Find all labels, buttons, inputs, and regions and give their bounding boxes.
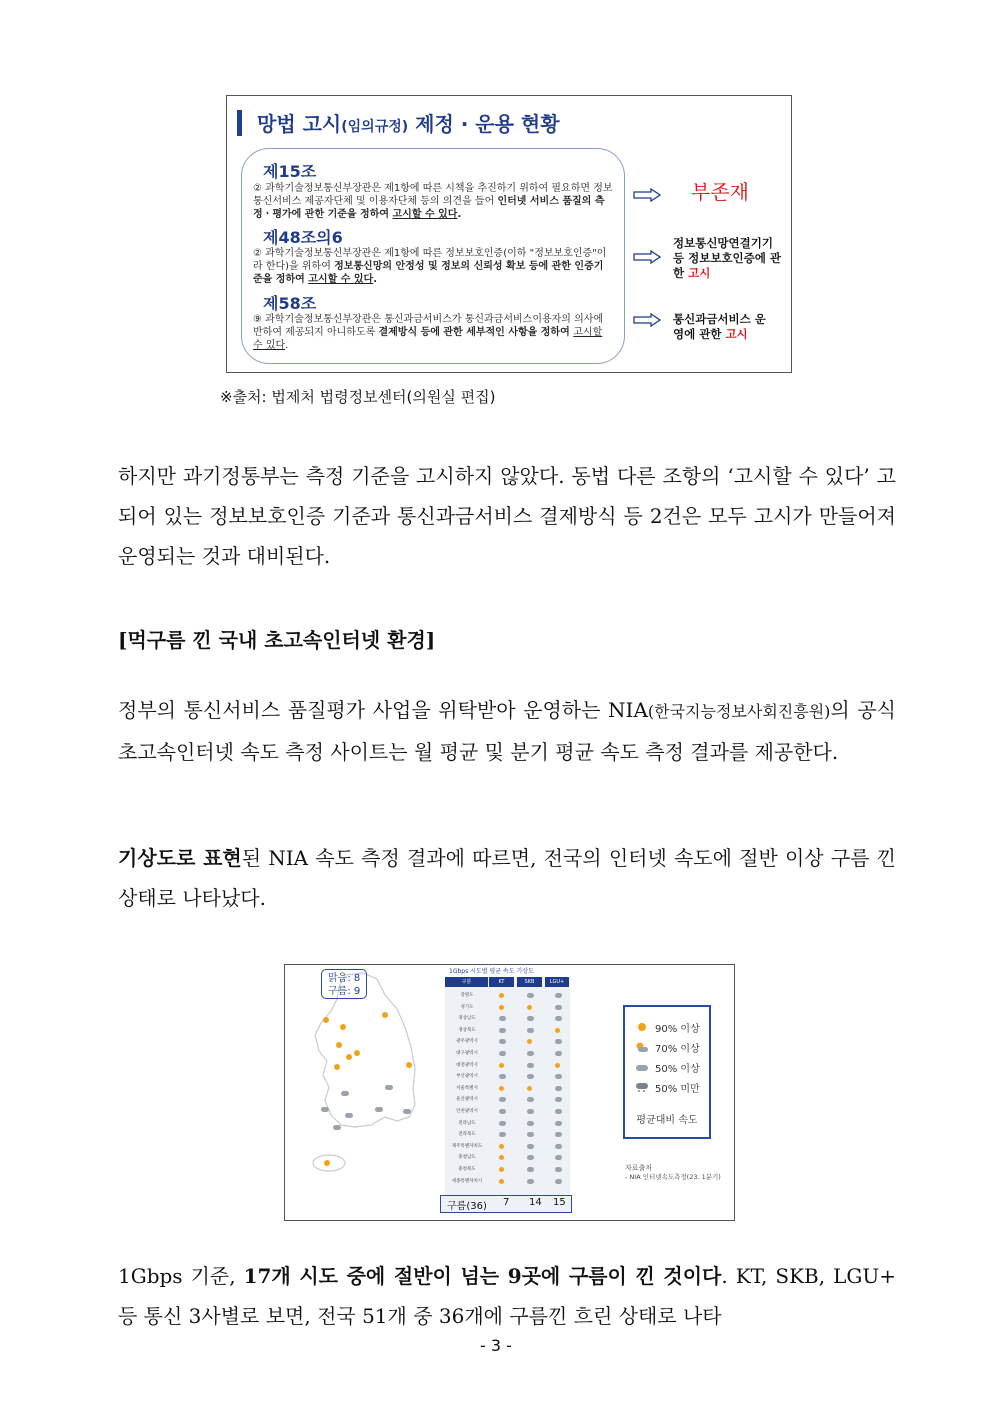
sun-icon <box>499 993 504 998</box>
cloud-icon <box>527 1051 534 1056</box>
cloud-icon <box>499 1074 506 1079</box>
article-heading: 제15조 <box>263 162 317 181</box>
result-notice-word: 고시 <box>725 327 748 341</box>
article-text-end: . <box>285 340 289 351</box>
cloud-icon <box>635 1062 649 1072</box>
cloud-icon <box>555 1155 562 1160</box>
cloud-icon <box>555 1179 562 1184</box>
cloud-icon <box>527 1179 534 1184</box>
cloud-icon <box>527 1097 534 1102</box>
result-nonexistent: 부존재 <box>691 180 749 204</box>
paragraph <box>118 838 896 918</box>
article-text <box>253 182 613 221</box>
clear-count: 맑음: 8 <box>328 973 361 984</box>
figure-title-rest: 제정 · 운용 현황 <box>408 112 560 136</box>
cloud-icon <box>527 1028 534 1033</box>
korea-map <box>285 965 445 1205</box>
cloud-icon <box>555 1005 562 1010</box>
sun-marker-icon <box>336 1042 342 1048</box>
cloud-icon <box>499 1097 506 1102</box>
table-header: KT <box>489 977 514 987</box>
cloud-icon <box>499 1109 506 1114</box>
paragraph <box>118 690 896 772</box>
cloud-marker-icon <box>375 1107 383 1112</box>
cloud-icon <box>555 1167 562 1172</box>
cloud-marker-icon <box>333 1125 341 1130</box>
summary-lgu: 15 <box>553 1197 566 1208</box>
region-label: 인천광역시 <box>456 1109 478 1114</box>
sun-icon <box>499 1144 504 1149</box>
sun-icon <box>527 1086 532 1091</box>
table-header: SKB <box>517 977 542 987</box>
cloud-icon <box>527 1074 534 1079</box>
rain-cloud-icon <box>635 1082 649 1092</box>
cloud-marker-icon <box>341 1091 349 1096</box>
paragraph: 하지만 과기정통부는 측정 기준을 고시하지 않았다. 동법 다른 조항의 ‘고시할 수 있다’ 고 되어 있는 정보보호인증 기준과 통신과금서비스 결제방식 등 2건은 모두 고시가 만들어져 운영되는 것과 대비된다. <box>118 464 896 568</box>
article-heading: 제58조 <box>263 294 317 313</box>
region-label: 경기도 <box>460 1004 474 1010</box>
region-label: 전라남도 <box>458 1120 476 1126</box>
data-source-title: 자료출처 <box>625 1164 653 1172</box>
sun-marker-icon <box>382 1012 388 1018</box>
cloud-icon <box>527 1144 534 1149</box>
legend-label: 90% 이상 <box>655 1024 700 1035</box>
region-label: 경상남도 <box>458 1016 476 1022</box>
right-arrow-icon <box>633 188 661 202</box>
cloud-icon <box>555 1039 562 1044</box>
article-text-end: . <box>373 274 378 285</box>
cloud-icon <box>527 1121 534 1126</box>
article-text-plain: ② 과학기술정보통신부장관은 제1항에 따른 시책을 추진하기 위하여 필요하면 정보통신서비스 제공자단체 및 이용자단체 등의 의견을 들어 <box>253 183 613 207</box>
sun-marker-icon <box>323 1017 329 1023</box>
sun-icon <box>527 1039 532 1044</box>
sun-cloud-icon <box>635 1042 649 1052</box>
region-label: 세종특별자치시 <box>451 1178 483 1184</box>
cloud-marker-icon <box>385 1085 393 1090</box>
cloud-icon <box>555 1051 562 1056</box>
article-text-underline: 고시할 수 있다 <box>253 327 603 351</box>
summary-skb: 14 <box>529 1197 542 1208</box>
data-source-value: - NIA 인터넷속도측정(23. 1분기) <box>625 1173 721 1181</box>
article-text-end: . <box>457 209 462 220</box>
cloud-icon <box>555 1086 562 1091</box>
section-heading: [먹구름 낀 국내 초고속인터넷 환경] <box>118 628 436 652</box>
cloud-icon <box>555 1097 562 1102</box>
sun-icon <box>499 1155 504 1160</box>
page-number: - 3 - <box>480 1336 512 1355</box>
speed-weather-map-figure <box>284 964 735 1221</box>
article-text <box>253 313 613 352</box>
legend-label: 70% 이상 <box>655 1044 700 1055</box>
cloud-marker-icon <box>403 1109 411 1114</box>
clear-cloud-count-box <box>321 969 367 999</box>
region-label: 서울특별시 <box>456 1085 478 1091</box>
paragraph-text-bold: 기상도로 표현 <box>118 846 242 870</box>
figure-title-main: 망법 고시 <box>257 112 342 136</box>
sun-icon <box>499 1005 504 1010</box>
article-text <box>253 247 613 286</box>
article-text-plain: ② 과학기술정보통신부장관은 제1항에 따른 정보보호인증(이하 "정보보호인증"이라 한다)을 위하여 <box>253 248 607 272</box>
paragraph-text-bold: 17개 시도 중에 절반이 넘는 9곳에 구름이 낀 것이다 <box>243 1264 722 1288</box>
cloud-icon <box>499 1051 506 1056</box>
result-notice-label <box>673 312 773 342</box>
region-label: 충청남도 <box>458 1155 476 1161</box>
article-text-underline: 고시할 수 있다 <box>392 209 458 220</box>
paragraph-text: 정부의 통신서비스 품질평가 사업을 위탁받아 운영하는 NIA <box>118 698 648 722</box>
result-text: 정보통신망연결기기 등 정보보호인증에 관한 <box>673 236 781 280</box>
cloud-icon <box>499 1039 506 1044</box>
region-label: 부산광역시 <box>456 1074 478 1080</box>
cloud-icon <box>527 1063 534 1068</box>
article-text-plain: ⑨ 과학기술정보통신부장관은 통신과금서비스가 통신과금서비스이용자의 의사에 반하여 제공되지 아니하도록 <box>253 314 604 338</box>
result-text: 통신과금서비스 운영에 관한 <box>673 312 766 341</box>
cloud-icon <box>499 1132 506 1137</box>
cloud-icon <box>527 1155 534 1160</box>
region-label: 경상북도 <box>458 1027 476 1033</box>
result-notice-word: 고시 <box>688 266 711 280</box>
paragraph-text: 의 공식 초고속인터넷 속도 측정 사이트는 월 평균 및 분기 평균 속도 측정 결과를 제공한다. <box>118 698 896 764</box>
region-label: 전라북도 <box>458 1132 476 1138</box>
paragraph-text: 1Gbps 기준, <box>118 1264 244 1288</box>
paragraph <box>118 1256 896 1336</box>
legend-caption: 평균대비 속도 <box>636 1115 698 1126</box>
sun-marker-icon <box>346 1054 352 1060</box>
region-label: 충청북도 <box>458 1167 476 1172</box>
sun-icon <box>499 1063 504 1068</box>
cloud-icon <box>527 993 534 998</box>
table-header: LGU+ <box>545 977 569 987</box>
cloud-count: 구름: 9 <box>328 986 361 997</box>
cloud-marker-icon <box>321 1107 329 1112</box>
cloud-icon <box>527 1109 534 1114</box>
figure-title-small: (임의규정) <box>341 119 409 135</box>
region-label: 울산광역시 <box>456 1097 478 1103</box>
right-arrow-icon <box>633 313 661 327</box>
title-accent-bar <box>237 110 242 136</box>
summary-kt: 7 <box>503 1197 510 1208</box>
map-title: 1Gbps 시도별 평균 속도 기상도 <box>449 968 534 975</box>
article-text-underline: 고시할 수 있다 <box>308 274 374 285</box>
sun-icon <box>499 1086 504 1091</box>
cloud-icon <box>499 1016 506 1021</box>
paragraph-text: 된 NIA 속도 측정 결과에 따르면, 전국의 인터넷 속도에 절반 이상 구름 낀 상태로 나타났다. <box>118 846 896 910</box>
cloud-icon <box>499 1121 506 1126</box>
cloud-marker-icon <box>345 1113 353 1118</box>
sun-marker-icon <box>406 1062 412 1068</box>
law-notice-figure <box>226 95 792 373</box>
right-arrow-icon <box>633 250 661 264</box>
figure-title <box>257 108 560 137</box>
cloud-icon <box>555 1132 562 1137</box>
legend-label: 50% 미만 <box>655 1084 700 1095</box>
sun-icon <box>499 1179 504 1184</box>
sun-icon <box>635 1022 649 1032</box>
cloud-summary-row <box>440 1195 572 1213</box>
region-label: 광주광역시 <box>456 1039 478 1045</box>
region-speed-table <box>445 977 570 1203</box>
cloud-icon <box>499 1028 506 1033</box>
cloud-icon <box>555 1109 562 1114</box>
table-header: 구분 <box>445 977 488 987</box>
sun-icon <box>555 1028 560 1033</box>
cloud-icon <box>555 1016 562 1021</box>
article-heading: 제48조의6 <box>263 228 343 247</box>
sun-marker-icon <box>354 1050 360 1056</box>
cloud-icon <box>555 1144 562 1149</box>
article-text-bold: 인터넷 서비스 품질의 측정ㆍ평가에 관한 기준을 정하여 <box>253 196 605 220</box>
region-label: 대전광역시 <box>456 1062 478 1068</box>
sun-marker-icon <box>340 1024 346 1030</box>
result-notice-label <box>673 236 785 281</box>
summary-label: 구름(36) <box>447 1201 487 1212</box>
sun-icon <box>499 1167 504 1172</box>
speed-legend <box>623 1005 711 1139</box>
region-label: 제주특별자치도 <box>451 1143 483 1149</box>
paragraph-text: . KT, SKB, LGU+ 등 통신 3사별로 보면, 전국 51개 중 36개에 구름낀 흐린 상태로 나타 <box>118 1264 896 1328</box>
sun-marker-icon <box>324 1160 330 1166</box>
cloud-icon <box>555 1121 562 1126</box>
article-text-bold: 정보통신망의 안정성 및 정보의 신뢰성 확보 등에 관한 인증기준을 정하여 <box>253 261 604 285</box>
legend-label: 50% 이상 <box>655 1064 700 1075</box>
cloud-icon <box>555 1074 562 1079</box>
cloud-icon <box>527 1167 534 1172</box>
region-label: 대구광역시 <box>456 1051 478 1056</box>
cloud-icon <box>527 1132 534 1137</box>
cloud-icon <box>527 1016 534 1021</box>
region-label: 강원도 <box>460 993 474 998</box>
article-text-bold: 결제방식 등에 관한 세부적인 사항을 정하여 <box>378 327 574 338</box>
paragraph-text-small: (한국지능정보사회진흥원) <box>647 702 831 721</box>
sun-marker-icon <box>334 1064 340 1070</box>
sun-icon <box>555 1063 560 1068</box>
sun-icon <box>527 1005 532 1010</box>
cloud-icon <box>555 993 562 998</box>
figure-source: ※출처: 법제처 법령정보센터(의원실 편집) <box>220 388 496 406</box>
